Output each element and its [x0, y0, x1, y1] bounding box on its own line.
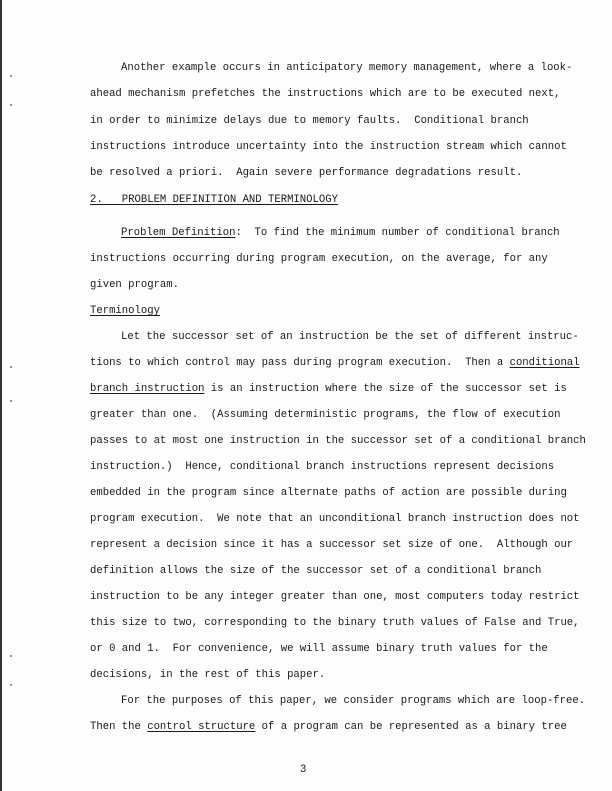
scan-mark — [10, 684, 12, 686]
text-segment: given program. — [90, 279, 180, 291]
text-line — [90, 253, 548, 265]
section-heading — [90, 194, 338, 206]
text-line — [90, 513, 580, 525]
text-segment: instruction.) Hence, conditional branch instructions represent decisions — [90, 461, 555, 473]
text-line — [90, 669, 325, 681]
text-line — [90, 435, 586, 447]
underlined-term: branch instruction — [90, 383, 205, 395]
text-segment: tions to which control may pass during program execution. Then a — [90, 357, 510, 369]
text-line — [90, 115, 529, 127]
text-segment: decisions, in the rest of this paper. — [90, 669, 326, 681]
text-segment: definition allows the size of the successor set of a conditional branch — [90, 565, 542, 577]
text-segment: program execution. We note that an unconditional branch instruction does not — [90, 513, 580, 525]
text-line — [90, 591, 580, 603]
text-line — [90, 305, 160, 317]
text-line — [90, 721, 567, 733]
underlined-term: conditional — [509, 357, 580, 369]
text-segment: embedded in the program since alternate paths of action are possible during — [90, 487, 567, 499]
text-segment: greater than one. (Assuming deterministic programs, the flow of execution — [90, 409, 561, 421]
text-line — [90, 643, 548, 655]
text-segment: For the purposes of this paper, we consider programs which are loop-free. — [121, 695, 586, 707]
text-segment: Another example occurs in anticipatory memory management, where a look- — [121, 62, 573, 74]
text-segment: : To find the minimum number of conditional branch — [235, 227, 560, 239]
page-edge — [0, 0, 2, 791]
text-line — [90, 539, 573, 551]
text-segment: in order to minimize delays due to memory faults. Conditional branch — [90, 115, 529, 127]
text-line — [90, 357, 580, 369]
text-segment: instructions occurring during program execution, on the average, for any — [90, 253, 548, 265]
text-segment: instruction to be any integer greater than one, most computers today restrict — [90, 591, 580, 603]
scan-mark — [10, 75, 12, 77]
text-line — [90, 487, 567, 499]
text-line — [90, 461, 554, 473]
text-segment: be resolved a priori. Again severe performance degradations result. — [90, 167, 523, 179]
page-number: 3 — [300, 764, 307, 776]
text-segment: is an instruction where the size of the successor set is — [204, 383, 567, 395]
scan-mark — [10, 400, 12, 402]
underlined-term: Problem Definition — [121, 227, 236, 239]
text-line — [90, 409, 560, 421]
text-line — [90, 279, 179, 291]
text-line — [90, 141, 567, 153]
scan-mark — [10, 655, 12, 657]
underlined-term: 2. PROBLEM DEFINITION AND TERMINOLOGY — [90, 194, 338, 206]
text-line — [121, 62, 572, 74]
text-line — [90, 167, 522, 179]
text-line — [121, 331, 579, 343]
text-segment: instructions introduce uncertainty into the instruction stream which cannot — [90, 141, 567, 153]
text-segment: of a program can be represented as a binary tree — [255, 721, 567, 733]
text-segment: ahead mechanism prefetches the instructions which are to be executed next, — [90, 88, 561, 100]
text-segment: represent a decision since it has a successor set size of one. Although our — [90, 539, 574, 551]
underlined-term: control structure — [147, 721, 256, 733]
text-line — [90, 565, 541, 577]
text-line — [121, 695, 585, 707]
text-line — [121, 227, 560, 239]
scan-mark — [10, 104, 12, 106]
text-line — [90, 88, 560, 100]
text-segment: passes to at most one instruction in the successor set of a conditional branch — [90, 435, 586, 447]
scan-mark — [10, 366, 12, 368]
text-segment: or 0 and 1. For convenience, we will assume binary truth values for the — [90, 643, 548, 655]
underlined-term: Terminology — [90, 305, 160, 317]
text-line — [90, 617, 580, 629]
text-line — [90, 383, 567, 395]
text-segment: Let the successor set of an instruction be the set of different instruc- — [121, 331, 579, 343]
text-segment: this size to two, corresponding to the binary truth values of False and True, — [90, 617, 580, 629]
text-segment: Then the — [90, 721, 148, 733]
